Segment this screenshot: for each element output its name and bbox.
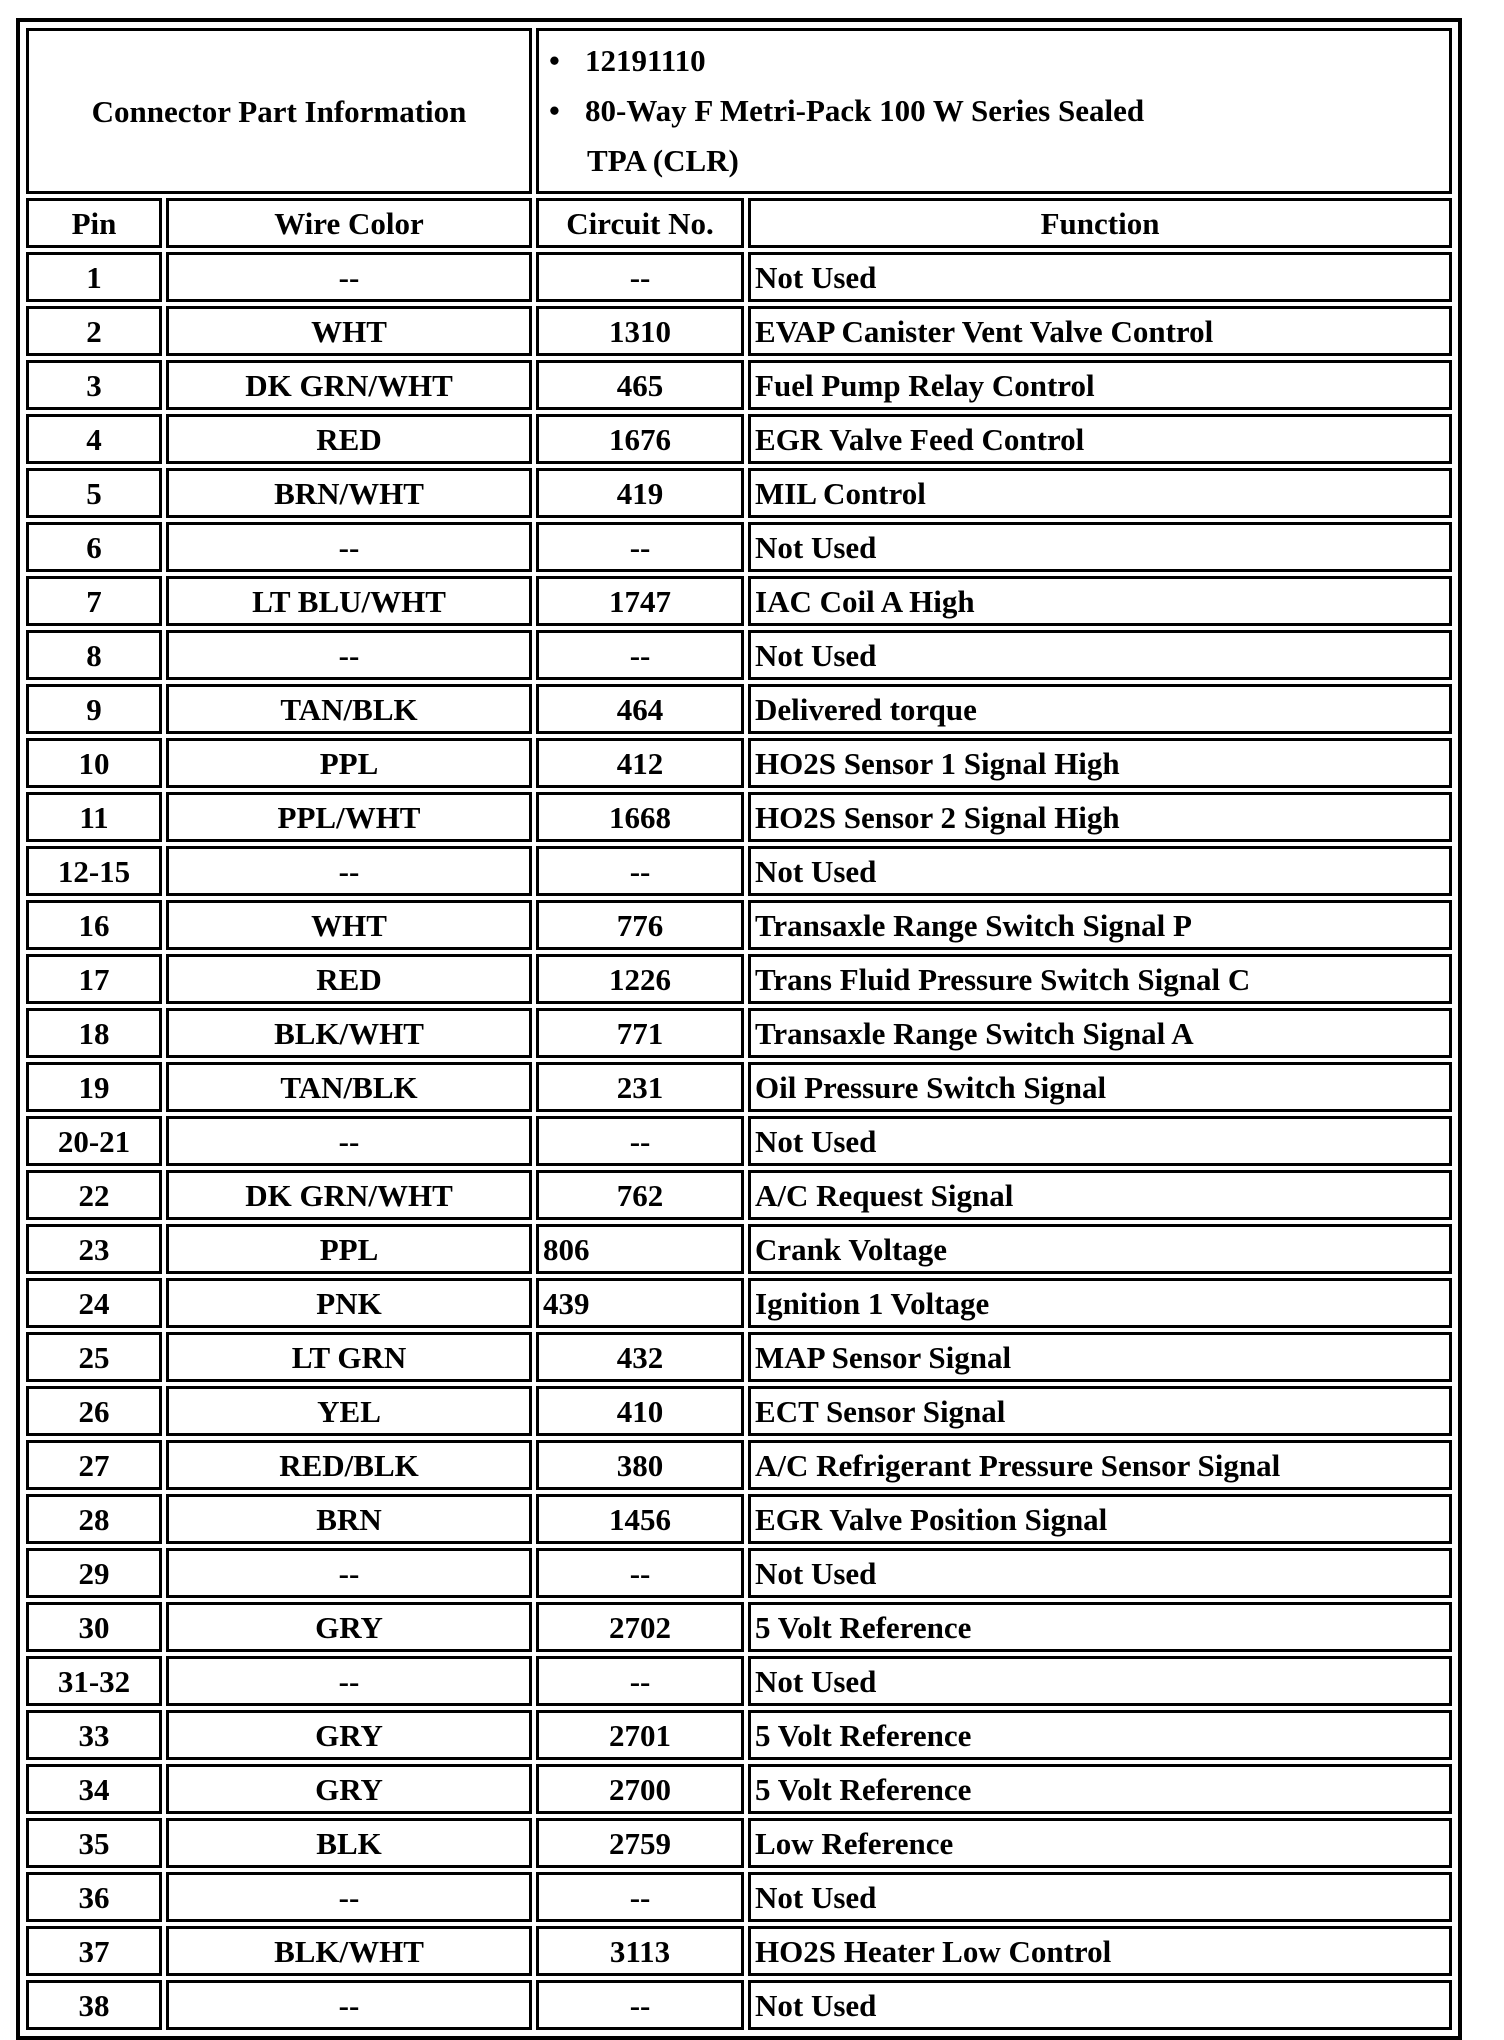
circuit-number-cell: 419: [536, 468, 744, 518]
function-cell: Not Used: [748, 846, 1452, 896]
pin-cell: 18: [26, 1008, 162, 1058]
pin-cell: 7: [26, 576, 162, 626]
function-cell: Transaxle Range Switch Signal A: [748, 1008, 1452, 1058]
function-cell: IAC Coil A High: [748, 576, 1452, 626]
circuit-number-cell: 771: [536, 1008, 744, 1058]
pin-cell: 17: [26, 954, 162, 1004]
function-cell: Not Used: [748, 1872, 1452, 1922]
table-row: [26, 900, 1452, 950]
circuit-number-cell: 465: [536, 360, 744, 410]
pin-cell: 12-15: [26, 846, 162, 896]
table-row: [26, 1332, 1452, 1382]
connector-info-row: [26, 28, 1452, 194]
wire-color-cell: RED/BLK: [166, 1440, 532, 1490]
table-row: [26, 684, 1452, 734]
pin-cell: 30: [26, 1602, 162, 1652]
function-cell: MIL Control: [748, 468, 1452, 518]
function-cell: Not Used: [748, 1548, 1452, 1598]
circuit-number-cell: --: [536, 522, 744, 572]
circuit-number-cell: 1747: [536, 576, 744, 626]
circuit-number-cell: --: [536, 846, 744, 896]
circuit-number-cell: 410: [536, 1386, 744, 1436]
function-cell: Transaxle Range Switch Signal P: [748, 900, 1452, 950]
circuit-number-cell: 1456: [536, 1494, 744, 1544]
circuit-number-cell: 806: [536, 1224, 744, 1274]
table-row: [26, 792, 1452, 842]
function-cell: EVAP Canister Vent Valve Control: [748, 306, 1452, 356]
wire-color-cell: --: [166, 522, 532, 572]
table-row: [26, 1386, 1452, 1436]
connector-description-continued: TPA (CLR): [587, 143, 739, 178]
table-row: [26, 846, 1452, 896]
pin-cell: 8: [26, 630, 162, 680]
function-cell: MAP Sensor Signal: [748, 1332, 1452, 1382]
wire-color-cell: --: [166, 1872, 532, 1922]
table-row: [26, 1440, 1452, 1490]
pin-cell: 6: [26, 522, 162, 572]
pin-cell: 9: [26, 684, 162, 734]
pin-cell: 37: [26, 1926, 162, 1976]
table-row: [26, 1980, 1452, 2030]
circuit-number-cell: 2701: [536, 1710, 744, 1760]
pin-cell: 4: [26, 414, 162, 464]
function-cell: EGR Valve Feed Control: [748, 414, 1452, 464]
circuit-number-cell: 2700: [536, 1764, 744, 1814]
function-cell: Delivered torque: [748, 684, 1452, 734]
wire-color-cell: --: [166, 1116, 532, 1166]
pin-cell: 26: [26, 1386, 162, 1436]
pin-cell: 33: [26, 1710, 162, 1760]
table-row: [26, 252, 1452, 302]
function-cell: Not Used: [748, 1980, 1452, 2030]
function-cell: HO2S Sensor 1 Signal High: [748, 738, 1452, 788]
table-row: [26, 1764, 1452, 1814]
pin-cell: 19: [26, 1062, 162, 1112]
circuit-number-cell: 2759: [536, 1818, 744, 1868]
pin-cell: 23: [26, 1224, 162, 1274]
header-pin: Pin: [26, 198, 162, 248]
function-cell: Trans Fluid Pressure Switch Signal C: [748, 954, 1452, 1004]
circuit-number-cell: 1676: [536, 414, 744, 464]
table-row: [26, 630, 1452, 680]
function-cell: Low Reference: [748, 1818, 1452, 1868]
table-row: [26, 738, 1452, 788]
wire-color-cell: RED: [166, 414, 532, 464]
circuit-number-cell: 776: [536, 900, 744, 950]
function-cell: ECT Sensor Signal: [748, 1386, 1452, 1436]
table-row: [26, 1710, 1452, 1760]
function-cell: 5 Volt Reference: [748, 1602, 1452, 1652]
connector-pinout-table: [22, 24, 1456, 2034]
table-row: [26, 1224, 1452, 1274]
function-cell: 5 Volt Reference: [748, 1764, 1452, 1814]
wire-color-cell: LT BLU/WHT: [166, 576, 532, 626]
pin-cell: 35: [26, 1818, 162, 1868]
table-row: [26, 1548, 1452, 1598]
circuit-number-cell: 380: [536, 1440, 744, 1490]
function-cell: Ignition 1 Voltage: [748, 1278, 1452, 1328]
pin-cell: 1: [26, 252, 162, 302]
pin-cell: 31-32: [26, 1656, 162, 1706]
pin-cell: 2: [26, 306, 162, 356]
connector-table-frame: [16, 18, 1462, 2040]
function-cell: Not Used: [748, 522, 1452, 572]
table-row: [26, 1116, 1452, 1166]
part-number: • 12191110: [585, 36, 1445, 86]
wire-color-cell: GRY: [166, 1710, 532, 1760]
wire-color-cell: LT GRN: [166, 1332, 532, 1382]
wire-color-cell: TAN/BLK: [166, 684, 532, 734]
pin-cell: 3: [26, 360, 162, 410]
circuit-number-cell: 432: [536, 1332, 744, 1382]
wire-color-cell: BRN/WHT: [166, 468, 532, 518]
table-row: [26, 1602, 1452, 1652]
function-cell: Not Used: [748, 1656, 1452, 1706]
circuit-number-cell: 412: [536, 738, 744, 788]
function-cell: Oil Pressure Switch Signal: [748, 1062, 1452, 1112]
circuit-number-cell: --: [536, 1656, 744, 1706]
circuit-number-cell: --: [536, 252, 744, 302]
wire-color-cell: WHT: [166, 900, 532, 950]
pin-cell: 27: [26, 1440, 162, 1490]
circuit-number-cell: 1668: [536, 792, 744, 842]
circuit-number-cell: 762: [536, 1170, 744, 1220]
function-cell: Not Used: [748, 252, 1452, 302]
pin-cell: 25: [26, 1332, 162, 1382]
wire-color-cell: DK GRN/WHT: [166, 360, 532, 410]
circuit-number-cell: --: [536, 630, 744, 680]
table-row: [26, 1278, 1452, 1328]
pin-cell: 22: [26, 1170, 162, 1220]
function-cell: Fuel Pump Relay Control: [748, 360, 1452, 410]
pin-cell: 5: [26, 468, 162, 518]
connector-description: • 80-Way F Metri-Pack 100 W Series Sealed: [585, 86, 1445, 136]
function-cell: HO2S Heater Low Control: [748, 1926, 1452, 1976]
wire-color-cell: PNK: [166, 1278, 532, 1328]
table-row: [26, 414, 1452, 464]
connector-info-details: [536, 28, 1452, 194]
function-cell: A/C Request Signal: [748, 1170, 1452, 1220]
table-row: [26, 1818, 1452, 1868]
wire-color-cell: GRY: [166, 1602, 532, 1652]
table-row: [26, 954, 1452, 1004]
wire-color-cell: --: [166, 630, 532, 680]
wire-color-cell: RED: [166, 954, 532, 1004]
function-cell: Not Used: [748, 630, 1452, 680]
circuit-number-cell: --: [536, 1980, 744, 2030]
circuit-number-cell: 439: [536, 1278, 744, 1328]
circuit-number-cell: 2702: [536, 1602, 744, 1652]
pin-cell: 36: [26, 1872, 162, 1922]
function-cell: HO2S Sensor 2 Signal High: [748, 792, 1452, 842]
circuit-number-cell: 1310: [536, 306, 744, 356]
table-header-row: [26, 198, 1452, 248]
wire-color-cell: PPL: [166, 738, 532, 788]
wire-color-cell: WHT: [166, 306, 532, 356]
pin-cell: 24: [26, 1278, 162, 1328]
wire-color-cell: YEL: [166, 1386, 532, 1436]
table-row: [26, 1494, 1452, 1544]
pin-cell: 11: [26, 792, 162, 842]
wire-color-cell: TAN/BLK: [166, 1062, 532, 1112]
wire-color-cell: PPL/WHT: [166, 792, 532, 842]
table-row: [26, 1008, 1452, 1058]
wire-color-cell: --: [166, 846, 532, 896]
function-cell: EGR Valve Position Signal: [748, 1494, 1452, 1544]
connector-info-list: [543, 36, 1445, 136]
function-cell: 5 Volt Reference: [748, 1710, 1452, 1760]
wire-color-cell: BRN: [166, 1494, 532, 1544]
pin-cell: 28: [26, 1494, 162, 1544]
pin-cell: 38: [26, 1980, 162, 2030]
table-row: [26, 576, 1452, 626]
pin-cell: 34: [26, 1764, 162, 1814]
wire-color-cell: GRY: [166, 1764, 532, 1814]
wire-color-cell: PPL: [166, 1224, 532, 1274]
circuit-number-cell: 3113: [536, 1926, 744, 1976]
circuit-number-cell: --: [536, 1872, 744, 1922]
header-circuit-no: Circuit No.: [536, 198, 744, 248]
table-row: [26, 1062, 1452, 1112]
circuit-number-cell: --: [536, 1116, 744, 1166]
circuit-number-cell: 1226: [536, 954, 744, 1004]
table-row: [26, 360, 1452, 410]
circuit-number-cell: 464: [536, 684, 744, 734]
function-cell: Crank Voltage: [748, 1224, 1452, 1274]
wire-color-cell: DK GRN/WHT: [166, 1170, 532, 1220]
header-wire-color: Wire Color: [166, 198, 532, 248]
table-row: [26, 306, 1452, 356]
wire-color-cell: --: [166, 252, 532, 302]
connector-info-label: Connector Part Information: [26, 28, 532, 194]
wire-color-cell: BLK: [166, 1818, 532, 1868]
wire-color-cell: BLK/WHT: [166, 1008, 532, 1058]
table-row: [26, 1926, 1452, 1976]
circuit-number-cell: --: [536, 1548, 744, 1598]
pin-cell: 10: [26, 738, 162, 788]
pin-cell: 29: [26, 1548, 162, 1598]
table-row: [26, 1872, 1452, 1922]
pin-cell: 20-21: [26, 1116, 162, 1166]
wire-color-cell: --: [166, 1548, 532, 1598]
function-cell: Not Used: [748, 1116, 1452, 1166]
table-row: [26, 1656, 1452, 1706]
pin-cell: 16: [26, 900, 162, 950]
circuit-number-cell: 231: [536, 1062, 744, 1112]
table-row: [26, 468, 1452, 518]
header-function: Function: [748, 198, 1452, 248]
wire-color-cell: --: [166, 1980, 532, 2030]
table-row: [26, 1170, 1452, 1220]
table-row: [26, 522, 1452, 572]
wire-color-cell: --: [166, 1656, 532, 1706]
wire-color-cell: BLK/WHT: [166, 1926, 532, 1976]
function-cell: A/C Refrigerant Pressure Sensor Signal: [748, 1440, 1452, 1490]
